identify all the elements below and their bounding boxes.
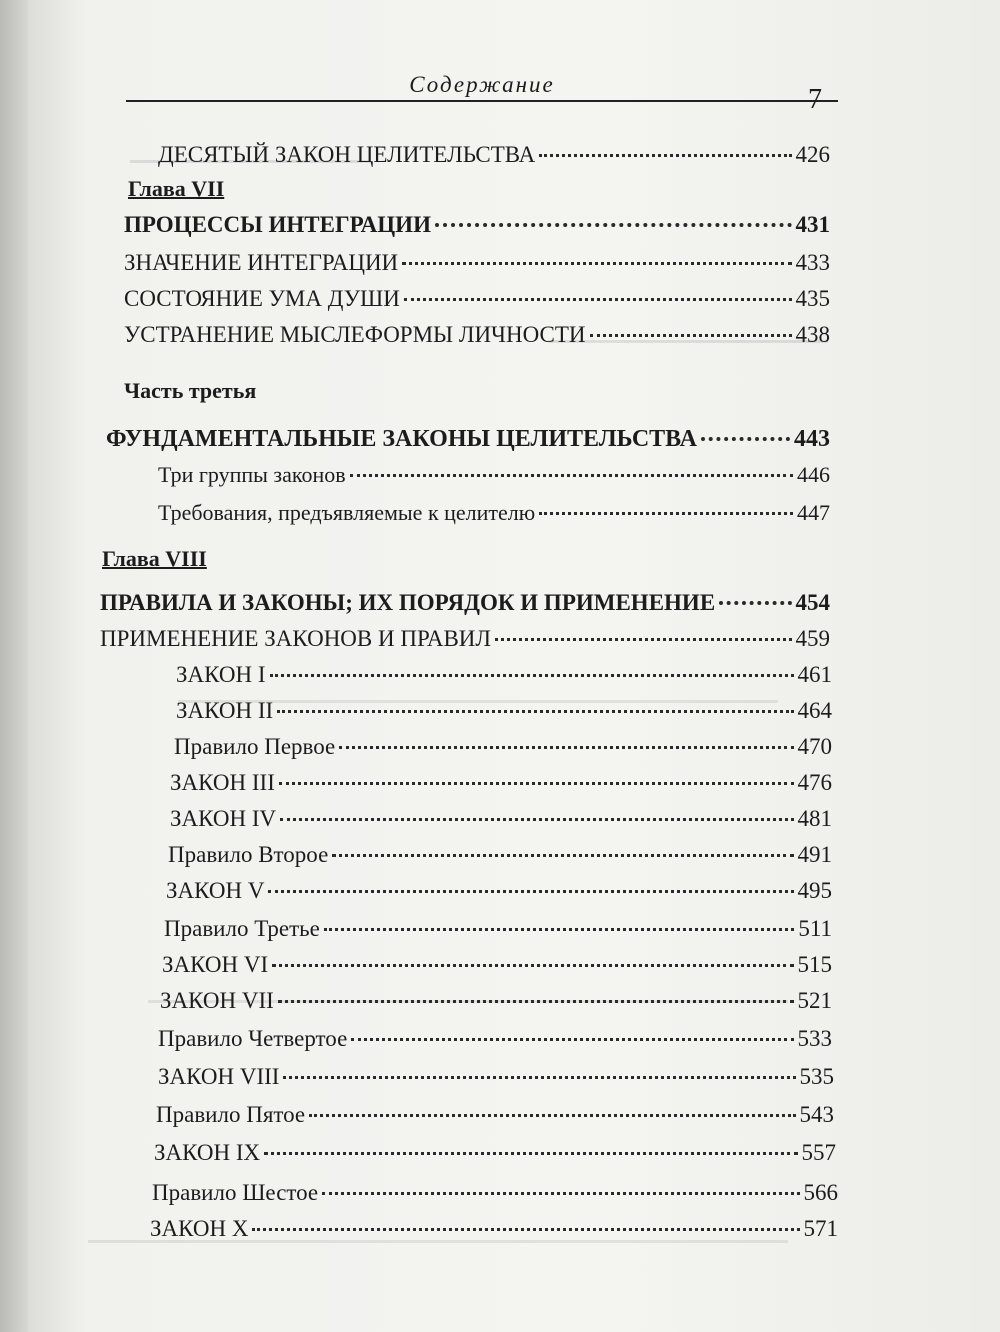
toc-leader-dots bbox=[283, 1076, 795, 1079]
toc-entry-title: ДЕСЯТЫЙ ЗАКОН ЦЕЛИТЕЛЬСТВА bbox=[158, 142, 536, 167]
toc-entry bbox=[176, 698, 832, 724]
toc-leader-dots bbox=[495, 638, 792, 641]
toc-entry bbox=[124, 286, 830, 312]
toc-entry bbox=[124, 322, 830, 348]
toc-entry-title: УСТРАНЕНИЕ МЫСЛЕФОРМЫ ЛИЧНОСТИ bbox=[124, 322, 586, 347]
toc-entry bbox=[156, 1102, 834, 1128]
toc-entry bbox=[158, 142, 830, 168]
toc-entry-page: 454 bbox=[795, 590, 830, 615]
toc-entry-page: 491 bbox=[797, 842, 832, 867]
toc-entry bbox=[162, 952, 832, 978]
toc-leader-dots bbox=[539, 154, 791, 157]
toc-entry bbox=[160, 988, 832, 1014]
toc-entry-title: Правило Шестое bbox=[152, 1180, 319, 1205]
toc-entry-title: ЗНАЧЕНИЕ ИНТЕГРАЦИИ bbox=[124, 250, 399, 275]
toc-entry-page: 571 bbox=[803, 1216, 838, 1241]
toc-entry-page: 476 bbox=[797, 770, 832, 795]
chapter-title-entry bbox=[100, 590, 830, 616]
toc-entry-title: Правило Пятое bbox=[156, 1102, 306, 1127]
chapter-label: Глава VII bbox=[128, 176, 225, 201]
toc-entry-page: 543 bbox=[799, 1102, 834, 1127]
toc-entry-title: ЗАКОН IV bbox=[170, 806, 277, 831]
part-title-entry bbox=[106, 426, 830, 453]
toc-entry-page: 447 bbox=[797, 500, 830, 525]
toc-entry-title: Правило Третье bbox=[164, 916, 320, 941]
page-number: 7 bbox=[808, 84, 822, 115]
toc-entry-page: 464 bbox=[797, 698, 832, 723]
toc-entry bbox=[100, 626, 830, 652]
toc-leader-dots bbox=[279, 782, 794, 785]
toc-leader-dots bbox=[270, 674, 794, 677]
part-label: Часть третья bbox=[124, 378, 257, 403]
page-gutter-shadow bbox=[0, 0, 28, 1332]
toc-entry-title: ЗАКОН IX bbox=[154, 1140, 261, 1165]
toc-entry-page: 535 bbox=[799, 1064, 834, 1089]
toc-entry-title: ЗАКОН X bbox=[150, 1216, 249, 1241]
toc-entry-page: 426 bbox=[795, 142, 830, 167]
toc-entry bbox=[124, 250, 830, 276]
toc-entry bbox=[154, 1140, 836, 1166]
running-title: Содержание bbox=[409, 72, 555, 97]
toc-entry bbox=[158, 462, 830, 488]
toc-leader-dots bbox=[701, 437, 790, 441]
toc-leader-dots bbox=[539, 512, 793, 515]
toc-entry-title: ФУНДАМЕНТАЛЬНЫЕ ЗАКОНЫ ЦЕЛИТЕЛЬСТВА bbox=[106, 426, 698, 452]
toc-entry-page: 521 bbox=[797, 988, 832, 1013]
toc-entry-title: Три группы законов bbox=[158, 462, 346, 487]
toc-leader-dots bbox=[435, 223, 792, 227]
toc-entry-title: ЗАКОН I bbox=[176, 662, 266, 687]
toc-entry-page: 431 bbox=[795, 212, 830, 237]
toc-entry-page: 470 bbox=[797, 734, 832, 759]
toc-entry-page: 495 bbox=[797, 878, 832, 903]
toc-entry-title: ЗАКОН VIII bbox=[158, 1064, 280, 1089]
toc-entry-page: 511 bbox=[798, 916, 832, 941]
toc-entry-title: ПРОЦЕССЫ ИНТЕГРАЦИИ bbox=[124, 212, 431, 237]
toc-entry-page: 481 bbox=[797, 806, 832, 831]
toc-leader-dots bbox=[252, 1228, 799, 1231]
toc-leader-dots bbox=[590, 334, 792, 337]
toc-entry bbox=[164, 916, 832, 942]
toc-leader-dots bbox=[339, 746, 793, 749]
toc-entry bbox=[168, 842, 832, 868]
toc-entry-page: 515 bbox=[797, 952, 832, 977]
toc-leader-dots bbox=[350, 474, 793, 477]
toc-leader-dots bbox=[309, 1114, 795, 1117]
toc-leader-dots bbox=[264, 1152, 797, 1155]
toc-leader-dots bbox=[324, 928, 794, 931]
toc-leader-dots bbox=[402, 262, 791, 265]
toc-leader-dots bbox=[322, 1192, 799, 1195]
toc-entry-page: 438 bbox=[795, 322, 830, 347]
toc-leader-dots bbox=[404, 298, 792, 301]
toc-entry-page: 533 bbox=[797, 1026, 832, 1051]
toc-entry-title: ЗАКОН VI bbox=[162, 952, 269, 977]
toc-entry-title: Правило Первое bbox=[174, 734, 336, 759]
toc-leader-dots bbox=[278, 1000, 794, 1003]
toc-entry bbox=[176, 662, 832, 688]
toc-entry-title: ПРИМЕНЕНИЕ ЗАКОНОВ И ПРАВИЛ bbox=[100, 626, 491, 651]
toc-entry bbox=[166, 878, 832, 904]
toc-entry-title: ЗАКОН II bbox=[176, 698, 274, 723]
toc-leader-dots bbox=[280, 818, 793, 821]
chapter-label: Глава VIII bbox=[102, 546, 207, 571]
toc-entry-page: 459 bbox=[795, 626, 830, 651]
toc-entry bbox=[158, 1026, 832, 1052]
toc-entry bbox=[150, 1216, 838, 1242]
toc-entry bbox=[170, 806, 832, 832]
toc-entry bbox=[174, 734, 832, 760]
toc-leader-dots bbox=[268, 890, 793, 893]
toc-entry bbox=[158, 500, 830, 526]
toc-leader-dots bbox=[351, 1038, 793, 1041]
toc-entry-title: ЗАКОН V bbox=[166, 878, 265, 903]
toc-entry bbox=[170, 770, 832, 796]
toc-entry-page: 566 bbox=[803, 1180, 838, 1205]
chapter-title-entry bbox=[124, 212, 830, 238]
toc-entry-title: Правило Второе bbox=[168, 842, 329, 867]
toc-entry-page: 557 bbox=[801, 1140, 836, 1165]
toc-entry-page: 461 bbox=[797, 662, 832, 687]
toc-leader-dots bbox=[277, 710, 793, 713]
toc-entry-title: ПРАВИЛА И ЗАКОНЫ; ИХ ПОРЯДОК И ПРИМЕНЕНИЕ bbox=[100, 590, 716, 615]
toc-entry-title: СОСТОЯНИЕ УМА ДУШИ bbox=[124, 286, 400, 311]
toc-entry-title: Правило Четвертое bbox=[158, 1026, 348, 1051]
toc-entry-page: 433 bbox=[795, 250, 830, 275]
toc-entry-page: 435 bbox=[795, 286, 830, 311]
toc-leader-dots bbox=[719, 601, 791, 605]
toc-leader-dots bbox=[332, 854, 793, 857]
toc-entry-title: Требования, предъявляемые к целителю bbox=[158, 500, 536, 525]
running-header bbox=[126, 70, 838, 102]
toc-entry bbox=[152, 1180, 838, 1206]
toc-leader-dots bbox=[272, 964, 793, 967]
toc-entry-page: 443 bbox=[794, 426, 830, 452]
toc-entry-title: ЗАКОН VII bbox=[160, 988, 274, 1013]
toc-entry-page: 446 bbox=[797, 462, 830, 487]
book-page bbox=[28, 0, 1000, 1332]
toc-entry-title: ЗАКОН III bbox=[170, 770, 275, 795]
toc-entry bbox=[158, 1064, 834, 1090]
